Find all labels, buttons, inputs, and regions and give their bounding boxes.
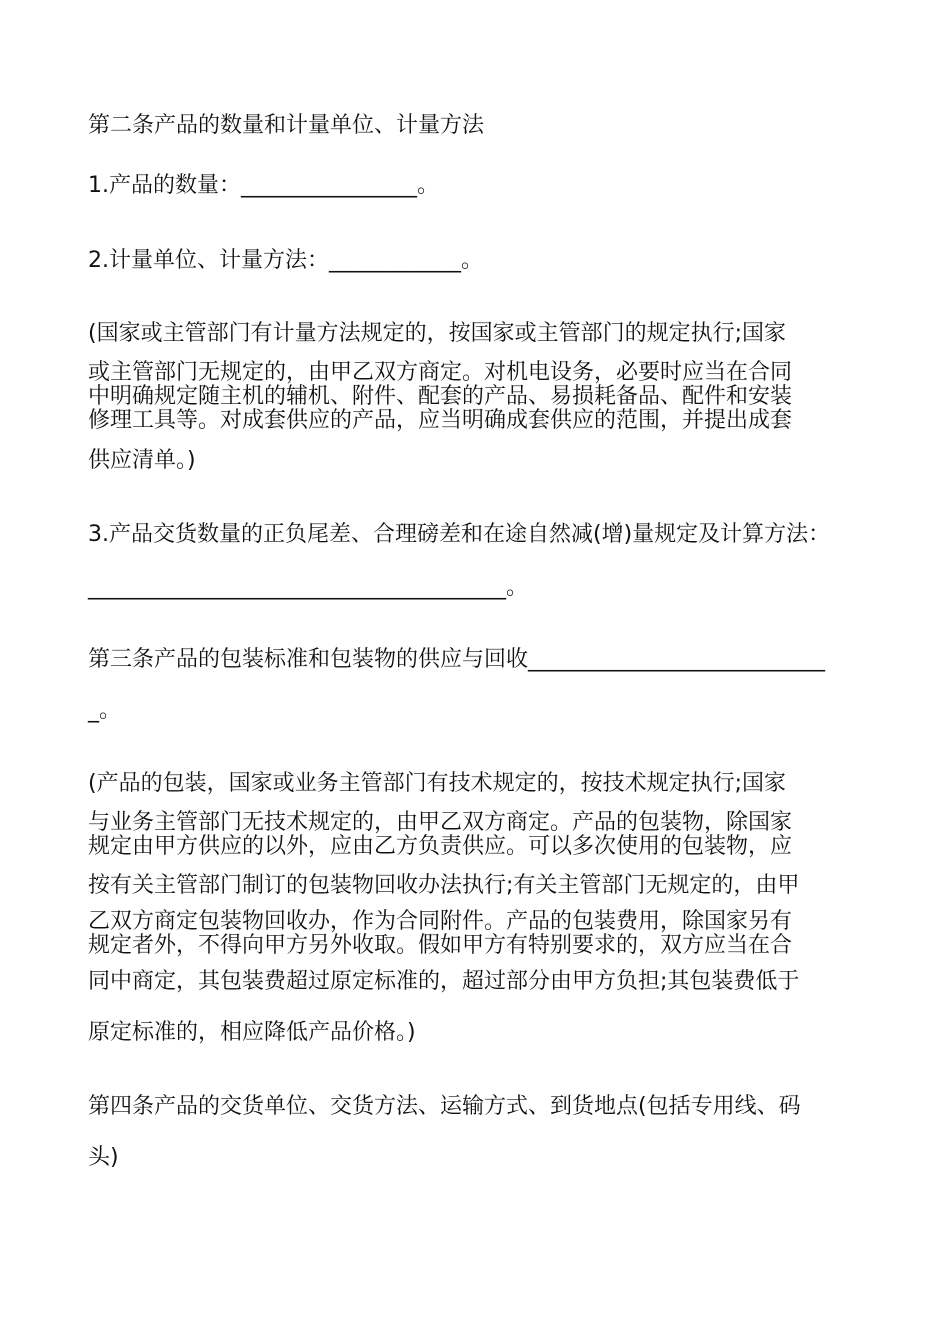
note-1-line-2: 或主管部门无规定的，由甲乙双方商定。对机电设务，必要时应当在合同 [88, 360, 793, 385]
note-2-line-8: 原定标准的，相应降低产品价格。) [88, 1020, 416, 1045]
note-1-line-4: 修理工具等。对成套供应的产品，应当明确成套供应的范围，并提出成套 [88, 408, 793, 433]
note-2-line-4: 按有关主管部门制订的包装物回收办法执行;有关主管部门无规定的，由甲 [88, 873, 800, 898]
note-1-line-1: (国家或主管部门有计量方法规定的，按国家或主管部门的规定执行;国家 [88, 321, 786, 346]
note-2-line-7: 同中商定，其包装费超过原定标准的，超过部分由甲方负担;其包装费低于 [88, 969, 800, 994]
note-1-line-3: 中明确规定随主机的辅机、附件、配套的产品、易损耗备品、配件和安装 [88, 384, 793, 409]
note-2-line-1: (产品的包装，国家或业务主管部门有技术规定的，按技术规定执行;国家 [88, 771, 786, 796]
note-2-line-5: 乙双方商定包装物回收办，作为合同附件。产品的包装费用，除国家另有 [88, 909, 793, 934]
note-2-line-2: 与业务主管部门无技术规定的，由甲乙双方商定。产品的包装物，除国家 [88, 810, 793, 835]
item-3-tolerance: 3.产品交货数量的正负尾差、合理磅差和在途自然减(增)量规定及计算方法： [88, 522, 831, 547]
article-2-heading: 第二条产品的数量和计量单位、计量方法 [88, 113, 485, 138]
article-4-heading-cont: 头) [88, 1145, 119, 1170]
article-3-blank-end: _。 [88, 698, 122, 723]
item-1-quantity: 1.产品的数量：________________。 [88, 173, 439, 198]
note-2-line-6: 规定者外，不得向甲方另外收取。假如甲方有特别要求的，双方应当在合 [88, 933, 793, 958]
article-4-heading: 第四条产品的交货单位、交货方法、运输方式、到货地点(包括专用线、码 [88, 1094, 801, 1119]
note-2-line-3: 规定由甲方供应的以外，应由乙方负责供应。可以多次使用的包装物，应 [88, 834, 793, 859]
item-2-unit-method: 2.计量单位、计量方法：____________。 [88, 248, 483, 273]
item-3-blank: ______________________________________。 [88, 575, 529, 600]
note-1-line-5: 供应清单。) [88, 448, 196, 473]
article-3-heading: 第三条产品的包装标准和包装物的供应与回收___________________________ [88, 647, 826, 672]
